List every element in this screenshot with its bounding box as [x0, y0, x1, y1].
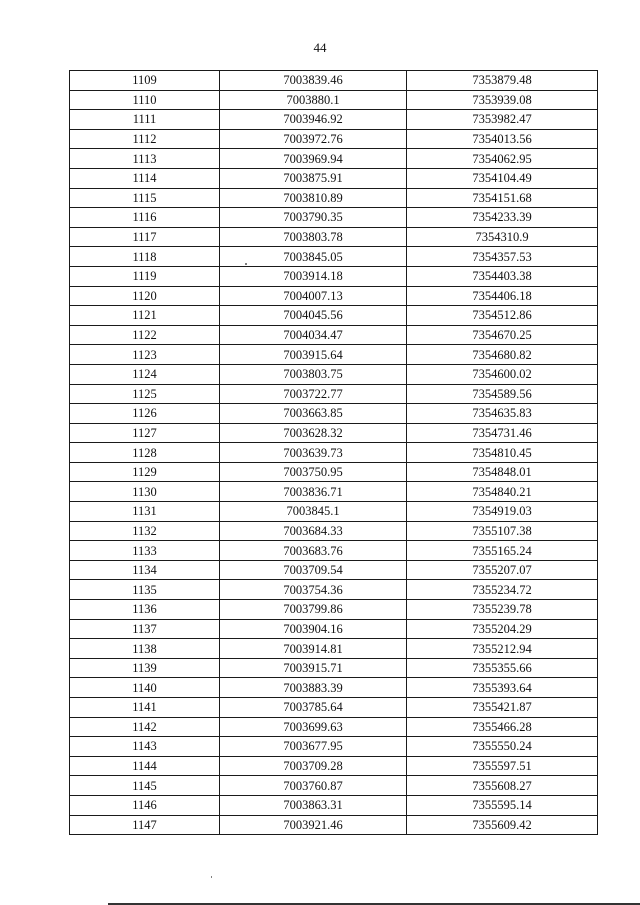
table-row — [70, 345, 598, 365]
y-coordinate-cell: 7355204.29 — [407, 619, 598, 639]
x-coordinate-cell: 7003683.76 — [220, 541, 407, 561]
x-coordinate-cell: 7003863.31 — [220, 795, 407, 815]
table-row — [70, 149, 598, 169]
point-id-cell: 1141 — [70, 698, 220, 718]
x-coordinate-cell: 7003639.73 — [220, 443, 407, 463]
y-coordinate-cell: 7354810.45 — [407, 443, 598, 463]
point-id-cell: 1126 — [70, 404, 220, 424]
x-coordinate-cell: 7003972.76 — [220, 129, 407, 149]
point-id-cell: 1142 — [70, 717, 220, 737]
point-id-cell: 1125 — [70, 384, 220, 404]
table-row — [70, 795, 598, 815]
x-coordinate-cell: 7003946.92 — [220, 110, 407, 130]
y-coordinate-cell: 7354406.18 — [407, 286, 598, 306]
y-coordinate-cell: 7355550.24 — [407, 737, 598, 757]
table-row — [70, 737, 598, 757]
table-row — [70, 227, 598, 247]
table-row — [70, 247, 598, 267]
y-coordinate-cell: 7354589.56 — [407, 384, 598, 404]
table-row — [70, 462, 598, 482]
point-id-cell: 1143 — [70, 737, 220, 757]
point-id-cell: 1134 — [70, 560, 220, 580]
point-id-cell: 1139 — [70, 658, 220, 678]
y-coordinate-cell: 7354670.25 — [407, 325, 598, 345]
y-coordinate-cell: 7354403.38 — [407, 266, 598, 286]
point-id-cell: 1119 — [70, 266, 220, 286]
point-id-cell: 1113 — [70, 149, 220, 169]
y-coordinate-cell: 7355355.66 — [407, 658, 598, 678]
table-row — [70, 658, 598, 678]
table-row — [70, 325, 598, 345]
x-coordinate-cell: 7004007.13 — [220, 286, 407, 306]
x-coordinate-cell: 7003803.75 — [220, 364, 407, 384]
coordinates-table — [69, 70, 598, 835]
y-coordinate-cell: 7354635.83 — [407, 404, 598, 424]
point-id-cell: 1137 — [70, 619, 220, 639]
y-coordinate-cell: 7355421.87 — [407, 698, 598, 718]
y-coordinate-cell: 7353982.47 — [407, 110, 598, 130]
point-id-cell: 1130 — [70, 482, 220, 502]
table-row — [70, 502, 598, 522]
table-row — [70, 600, 598, 620]
table-row — [70, 306, 598, 326]
x-coordinate-cell: 7003845.05 — [220, 247, 407, 267]
scan-speck — [245, 263, 247, 265]
x-coordinate-cell: 7003803.78 — [220, 227, 407, 247]
point-id-cell: 1147 — [70, 815, 220, 835]
table-row — [70, 639, 598, 659]
x-coordinate-cell: 7003663.85 — [220, 404, 407, 424]
y-coordinate-cell: 7355239.78 — [407, 600, 598, 620]
table-row — [70, 482, 598, 502]
x-coordinate-cell: 7003709.28 — [220, 756, 407, 776]
y-coordinate-cell: 7354512.86 — [407, 306, 598, 326]
y-coordinate-cell: 7355107.38 — [407, 521, 598, 541]
table-row — [70, 266, 598, 286]
x-coordinate-cell: 7003880.1 — [220, 90, 407, 110]
x-coordinate-cell: 7003904.16 — [220, 619, 407, 639]
y-coordinate-cell: 7354233.39 — [407, 208, 598, 228]
y-coordinate-cell: 7355234.72 — [407, 580, 598, 600]
point-id-cell: 1144 — [70, 756, 220, 776]
table-row — [70, 521, 598, 541]
y-coordinate-cell: 7354680.82 — [407, 345, 598, 365]
scan-speck — [211, 876, 212, 878]
y-coordinate-cell: 7354840.21 — [407, 482, 598, 502]
point-id-cell: 1110 — [70, 90, 220, 110]
y-coordinate-cell: 7354357.53 — [407, 247, 598, 267]
point-id-cell: 1146 — [70, 795, 220, 815]
table-row — [70, 698, 598, 718]
table-row — [70, 90, 598, 110]
y-coordinate-cell: 7354848.01 — [407, 462, 598, 482]
point-id-cell: 1133 — [70, 541, 220, 561]
point-id-cell: 1114 — [70, 168, 220, 188]
table-row — [70, 619, 598, 639]
y-coordinate-cell: 7354151.68 — [407, 188, 598, 208]
x-coordinate-cell: 7003799.86 — [220, 600, 407, 620]
point-id-cell: 1138 — [70, 639, 220, 659]
x-coordinate-cell: 7003914.18 — [220, 266, 407, 286]
x-coordinate-cell: 7004045.56 — [220, 306, 407, 326]
x-coordinate-cell: 7003699.63 — [220, 717, 407, 737]
point-id-cell: 1129 — [70, 462, 220, 482]
y-coordinate-cell: 7353939.08 — [407, 90, 598, 110]
x-coordinate-cell: 7003914.81 — [220, 639, 407, 659]
point-id-cell: 1117 — [70, 227, 220, 247]
x-coordinate-cell: 7003875.91 — [220, 168, 407, 188]
table-row — [70, 71, 598, 91]
y-coordinate-cell: 7355393.64 — [407, 678, 598, 698]
y-coordinate-cell: 7355597.51 — [407, 756, 598, 776]
x-coordinate-cell: 7003628.32 — [220, 423, 407, 443]
point-id-cell: 1128 — [70, 443, 220, 463]
x-coordinate-cell: 7003684.33 — [220, 521, 407, 541]
table-row — [70, 188, 598, 208]
table-row — [70, 129, 598, 149]
table-row — [70, 423, 598, 443]
x-coordinate-cell: 7003709.54 — [220, 560, 407, 580]
page-number: 44 — [313, 40, 327, 55]
table-row — [70, 815, 598, 835]
table-row — [70, 776, 598, 796]
x-coordinate-cell: 7003754.36 — [220, 580, 407, 600]
table-row — [70, 384, 598, 404]
point-id-cell: 1116 — [70, 208, 220, 228]
point-id-cell: 1109 — [70, 71, 220, 91]
table-row — [70, 168, 598, 188]
x-coordinate-cell: 7003760.87 — [220, 776, 407, 796]
y-coordinate-cell: 7355595.14 — [407, 795, 598, 815]
table-row — [70, 756, 598, 776]
table-row — [70, 110, 598, 130]
table-row — [70, 364, 598, 384]
point-id-cell: 1121 — [70, 306, 220, 326]
y-coordinate-cell: 7355165.24 — [407, 541, 598, 561]
table-row — [70, 286, 598, 306]
point-id-cell: 1123 — [70, 345, 220, 365]
y-coordinate-cell: 7354062.95 — [407, 149, 598, 169]
point-id-cell: 1122 — [70, 325, 220, 345]
x-coordinate-cell: 7003845.1 — [220, 502, 407, 522]
x-coordinate-cell: 7003810.89 — [220, 188, 407, 208]
point-id-cell: 1135 — [70, 580, 220, 600]
point-id-cell: 1136 — [70, 600, 220, 620]
table-row — [70, 560, 598, 580]
x-coordinate-cell: 7003722.77 — [220, 384, 407, 404]
table-row — [70, 717, 598, 737]
point-id-cell: 1111 — [70, 110, 220, 130]
x-coordinate-cell: 7003883.39 — [220, 678, 407, 698]
table-row — [70, 678, 598, 698]
point-id-cell: 1132 — [70, 521, 220, 541]
y-coordinate-cell: 7354013.56 — [407, 129, 598, 149]
y-coordinate-cell: 7355212.94 — [407, 639, 598, 659]
coordinates-table-body — [70, 71, 598, 835]
point-id-cell: 1115 — [70, 188, 220, 208]
x-coordinate-cell: 7003836.71 — [220, 482, 407, 502]
x-coordinate-cell: 7003677.95 — [220, 737, 407, 757]
y-coordinate-cell: 7355207.07 — [407, 560, 598, 580]
point-id-cell: 1118 — [70, 247, 220, 267]
y-coordinate-cell: 7355466.28 — [407, 717, 598, 737]
point-id-cell: 1112 — [70, 129, 220, 149]
x-coordinate-cell: 7003915.64 — [220, 345, 407, 365]
point-id-cell: 1145 — [70, 776, 220, 796]
x-coordinate-cell: 7003785.64 — [220, 698, 407, 718]
table-row — [70, 208, 598, 228]
y-coordinate-cell: 7354310.9 — [407, 227, 598, 247]
x-coordinate-cell: 7003969.94 — [220, 149, 407, 169]
x-coordinate-cell: 7003750.95 — [220, 462, 407, 482]
point-id-cell: 1120 — [70, 286, 220, 306]
x-coordinate-cell: 7003915.71 — [220, 658, 407, 678]
table-row — [70, 443, 598, 463]
x-coordinate-cell: 7003921.46 — [220, 815, 407, 835]
table-row — [70, 541, 598, 561]
x-coordinate-cell: 7004034.47 — [220, 325, 407, 345]
y-coordinate-cell: 7354731.46 — [407, 423, 598, 443]
y-coordinate-cell: 7354919.03 — [407, 502, 598, 522]
y-coordinate-cell: 7355609.42 — [407, 815, 598, 835]
point-id-cell: 1124 — [70, 364, 220, 384]
point-id-cell: 1131 — [70, 502, 220, 522]
table-row — [70, 404, 598, 424]
point-id-cell: 1140 — [70, 678, 220, 698]
point-id-cell: 1127 — [70, 423, 220, 443]
y-coordinate-cell: 7354104.49 — [407, 168, 598, 188]
y-coordinate-cell: 7354600.02 — [407, 364, 598, 384]
table-row — [70, 580, 598, 600]
x-coordinate-cell: 7003790.35 — [220, 208, 407, 228]
y-coordinate-cell: 7355608.27 — [407, 776, 598, 796]
y-coordinate-cell: 7353879.48 — [407, 71, 598, 91]
x-coordinate-cell: 7003839.46 — [220, 71, 407, 91]
